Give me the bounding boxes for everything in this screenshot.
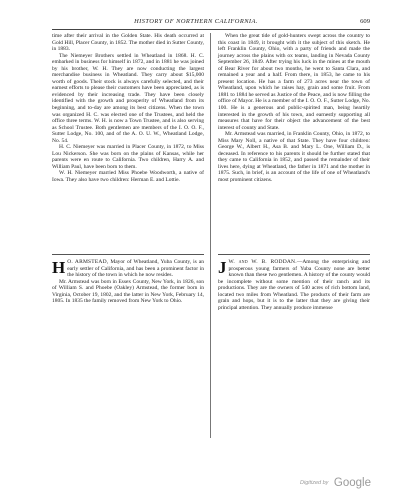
roddan-intro-text: —Among the enterprising and prosperous young farmers of Yuba County none are better known than these two gentlemen. A history of the county would be incomplete without some mention of their ranch and its productions. They are the owners of 540 acres of rich bottom land, located two miles from Wheatland. The products of their farm are grain and hops, but it is to the latter that they are giving their principal attention. They annually produce immense — [218, 259, 370, 311]
armstead-intro — [52, 259, 204, 279]
left-paragraph-3: H. C. Niemeyer was married in Placer County, in 1872, to Miss Lou Nickerson. She was born on the plains of Kansas, while her parents were en route to California. Two children, Harry A. and William Paul, have been born to them. — [52, 144, 204, 170]
page-header — [52, 18, 370, 28]
section-rule-left — [52, 254, 204, 255]
right-paragraph-1: When the great tide of gold-hunters swept across the country to this coast in 1849, it brought with it the subject of this sketch. He left Franklin County, Ohio, with a party of friends and made the journey across the plains with ox teams, landing in Nevada County September 26, 1849. After trying his luck in the mines at the mouth of Bear River for about two months, he went to Santa Clara, and remained a year and a half. From there, in 1853, he came to his present location. He has a farm of 273 acres near the town of Wheatland, upon which he raises hay, grain and some fruit. From 1881 to 1884 he served as Justice of the Peace, and is now filling the office of Mayor. He is a member of the I. O. O. F., Sutter Lodge, No. 100. He is a generous and public-spirited man, being heartily interested in the growth of his town, and earnestly supporting all measures that have for their object the advancement of the best interest of county and State. — [218, 33, 370, 131]
watermark-prefix: Digitized by — [300, 479, 329, 486]
drop-cap-h: H — [52, 258, 66, 277]
armstead-heading: O. ARMSTEAD, — [67, 259, 109, 265]
running-title: HISTORY OF NORTHERN CALIFORNIA. — [134, 18, 258, 25]
google-watermark — [300, 474, 371, 492]
page-number: 609 — [360, 18, 370, 25]
right-column — [218, 33, 370, 184]
roddan-heading: W. and W. B. RODDAN. — [228, 259, 297, 265]
left-paragraph-2: The Niemeyer Brothers settled in Wheatland in 1868. H. C. embarked in business for himself in 1872, and in 1881 he was joined by his brother, W. H. They are now conducting the largest merchandise business in Wheatland. They carry about $15,000 worth of goods. Their stock is always carefully selected, and their earnest efforts to please their customers have been appreciated, as is evidenced by their increasing trade. They have been closely identified with the growth and prosperity of Wheatland from its beginning, and to-day are among its best citizens. When the town was organized H. C. was elected one of the Trustees, and held the office three terms. W. H. is now a Town Trustee, and is also serving as School Trustee. Both gentlemen are members of the I. O. O. F., Sutter Lodge, No. 100, and of the A. O. U. W., Wheatland Lodge, No. 54. — [52, 52, 204, 144]
armstead-paragraph-2: Mr. Armstead was born in Essex County, New York, in 1826, son of William S. and Phoebe (Oakley) Armstead, the former born in Virginia, October 19, 1802, and the latter in New York, February 14, 1805. In 1835 the family removed from New York to Ohio. — [52, 278, 204, 305]
column-divider — [210, 33, 211, 438]
google-logo: Google — [333, 476, 371, 489]
armstead-biography — [52, 259, 204, 305]
left-paragraph-1: time after their arrival in the Golden State. His death occurred at Gold Hill, Placer County, in 1852. The mother died in Sutter County, in 1883. — [52, 33, 204, 53]
roddan-biography — [218, 259, 370, 311]
left-paragraph-4: W. H. Niemeyer married Miss Phoebe Woodworth, a native of Iowa. They also have two children: Herman E. and Lottie. — [52, 170, 204, 184]
header-rule — [52, 29, 370, 30]
drop-cap-j: J — [218, 258, 227, 277]
right-paragraph-2: Mr. Armstead was married, in Franklin County, Ohio, in 1872, to Miss Mary Noll, a native of that State. They have four children: George W., Albert H., Asa B. and Mary L. One, William D., is deceased. In reference to his parents it should be further stated that they came to California in 1852, and passed the remainder of their lives here, dying at Wheatland, the father in 1871 and the mother in 1875. Such, in brief, is an account of the life of one of Wheatland's most prominent citizens. — [218, 131, 370, 184]
roddan-intro — [218, 259, 370, 311]
armstead-intro-text: Mayor of Wheatland, Yuba County, is an early settler of California, and has been a prominent factor in the history of the town in which he now resides. — [67, 259, 204, 279]
section-rule-right — [218, 254, 370, 255]
left-column — [52, 33, 204, 184]
